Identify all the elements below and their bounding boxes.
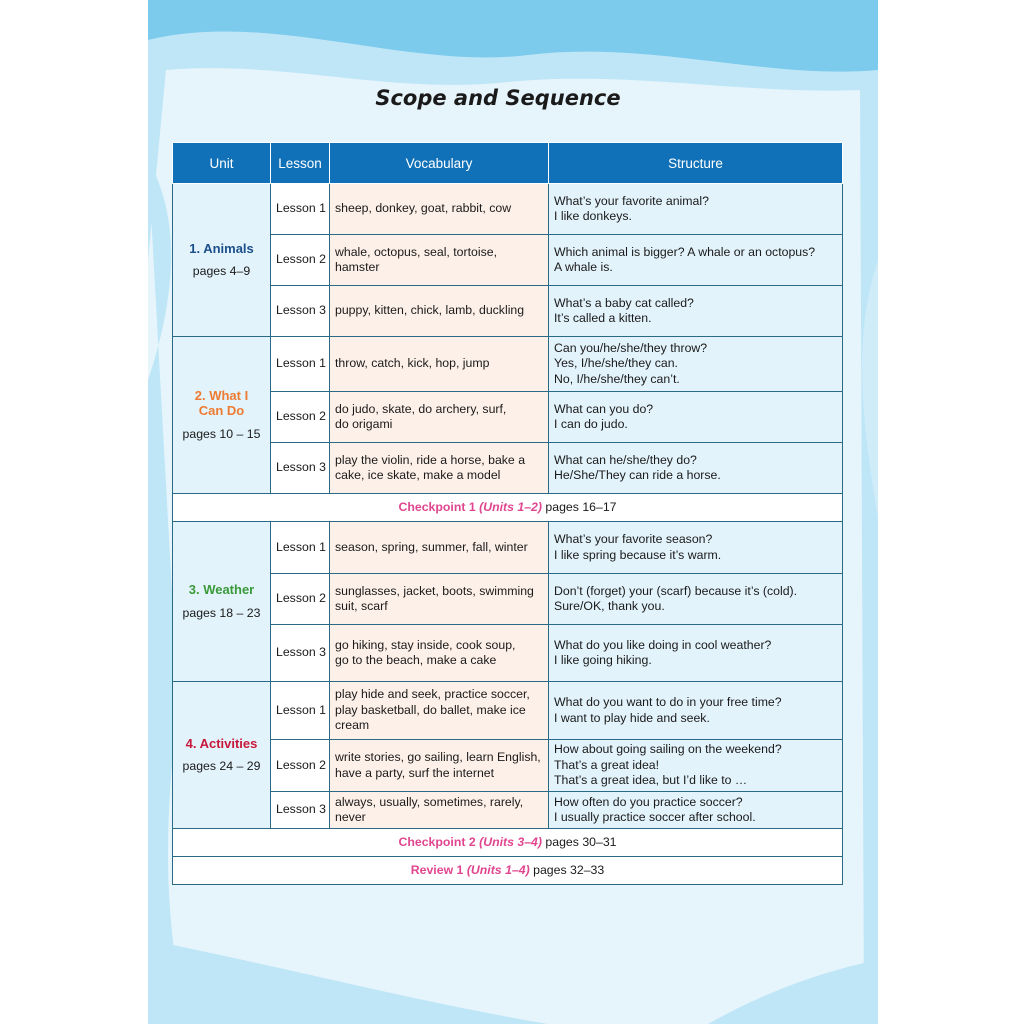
unit-pages: pages 24 – 29 bbox=[182, 759, 261, 773]
vocab-cell: play hide and seek, practice soccer, play basketball, do ballet, make ice cream bbox=[330, 682, 549, 740]
unit-cell bbox=[173, 682, 271, 829]
lesson-label: Lesson 1 bbox=[271, 184, 330, 235]
lesson-label: Lesson 3 bbox=[271, 792, 330, 829]
lesson-label: Lesson 1 bbox=[271, 682, 330, 740]
vocab-cell: throw, catch, kick, hop, jump bbox=[330, 337, 549, 392]
header-lesson: Lesson bbox=[271, 143, 330, 184]
table-row bbox=[173, 792, 843, 829]
vocab-cell: puppy, kitten, chick, lamb, duckling bbox=[330, 286, 549, 337]
page-sheet bbox=[148, 0, 878, 1024]
structure-cell: What’s your favorite season? I like spring because it’s warm. bbox=[549, 522, 843, 574]
structure-cell: Can you/he/she/they throw? Yes, I/he/she/they can. No, I/he/she/they can’t. bbox=[549, 337, 843, 392]
review-pages: pages 32–33 bbox=[533, 862, 605, 877]
checkpoint-row bbox=[173, 829, 843, 857]
structure-cell: What’s your favorite animal? I like donkeys. bbox=[549, 184, 843, 235]
header-structure: Structure bbox=[549, 143, 843, 184]
checkpoint-label: Checkpoint 1 bbox=[398, 499, 476, 514]
checkpoint-cell bbox=[173, 829, 843, 857]
header-row bbox=[173, 143, 843, 184]
lesson-label: Lesson 3 bbox=[271, 625, 330, 682]
unit-pages: pages 10 – 15 bbox=[182, 426, 261, 441]
unit-name: 3. Weather bbox=[188, 582, 255, 597]
structure-cell: How often do you practice soccer? I usually practice soccer after school. bbox=[549, 792, 843, 829]
table-row bbox=[173, 392, 843, 443]
structure-cell: What can you do? I can do judo. bbox=[549, 392, 843, 443]
table-row bbox=[173, 184, 843, 235]
vocab-cell: go hiking, stay inside, cook soup, go to the beach, make a cake bbox=[330, 625, 549, 682]
structure-cell: What do you want to do in your free time? I want to play hide and seek. bbox=[549, 682, 843, 740]
table-row bbox=[173, 574, 843, 625]
vocab-cell: write stories, go sailing, learn English, have a party, surf the internet bbox=[330, 740, 549, 792]
vocab-cell: sheep, donkey, goat, rabbit, cow bbox=[330, 184, 549, 235]
unit-cell bbox=[173, 184, 271, 337]
lesson-label: Lesson 3 bbox=[271, 443, 330, 494]
lesson-label: Lesson 3 bbox=[271, 286, 330, 337]
checkpoint-cell bbox=[173, 494, 843, 522]
page-title: Scope and Sequence bbox=[375, 86, 621, 110]
review-row bbox=[173, 857, 843, 885]
lesson-label: Lesson 2 bbox=[271, 235, 330, 286]
unit-name-line1: 2. What I bbox=[194, 387, 249, 403]
structure-cell: What’s a baby cat called? It’s called a kitten. bbox=[549, 286, 843, 337]
table-row bbox=[173, 682, 843, 740]
checkpoint-row bbox=[173, 494, 843, 522]
vocab-cell: play the violin, ride a horse, bake a cake, ice skate, make a model bbox=[330, 443, 549, 494]
table-row bbox=[173, 235, 843, 286]
review-cell bbox=[173, 857, 843, 885]
header-unit: Unit bbox=[173, 143, 271, 184]
vocab-cell: always, usually, sometimes, rarely, never bbox=[330, 792, 549, 829]
unit-cell bbox=[173, 522, 271, 682]
unit-name: 1. Animals bbox=[189, 240, 254, 256]
vocab-cell: sunglasses, jacket, boots, swimming suit, scarf bbox=[330, 574, 549, 625]
scope-table bbox=[172, 142, 843, 885]
table-row bbox=[173, 522, 843, 574]
checkpoint-pages: pages 16–17 bbox=[545, 499, 617, 514]
lesson-label: Lesson 2 bbox=[271, 574, 330, 625]
vocab-cell: season, spring, summer, fall, winter bbox=[330, 522, 549, 574]
unit-name: 4. Activities bbox=[185, 735, 258, 751]
table-row bbox=[173, 625, 843, 682]
lesson-label: Lesson 2 bbox=[271, 392, 330, 443]
structure-cell: Which animal is bigger? A whale or an octopus? A whale is. bbox=[549, 235, 843, 286]
structure-cell: What do you like doing in cool weather? I like going hiking. bbox=[549, 625, 843, 682]
header-vocabulary: Vocabulary bbox=[330, 143, 549, 184]
structure-cell: Don’t (forget) your (scarf) because it’s (cold). Sure/OK, thank you. bbox=[549, 574, 843, 625]
lesson-label: Lesson 2 bbox=[271, 740, 330, 792]
checkpoint-units: (Units 1–2) bbox=[479, 499, 542, 514]
unit-cell bbox=[173, 337, 271, 494]
checkpoint-label: Checkpoint 2 bbox=[398, 834, 476, 849]
checkpoint-units: (Units 3–4) bbox=[479, 834, 542, 849]
unit-pages: pages 18 – 23 bbox=[182, 605, 261, 620]
lesson-label: Lesson 1 bbox=[271, 337, 330, 392]
vocab-cell: do judo, skate, do archery, surf, do origami bbox=[330, 392, 549, 443]
vocab-cell: whale, octopus, seal, tortoise, hamster bbox=[330, 235, 549, 286]
structure-cell: What can he/she/they do? He/She/They can ride a horse. bbox=[549, 443, 843, 494]
review-label: Review 1 bbox=[410, 862, 464, 877]
table-row bbox=[173, 286, 843, 337]
lesson-label: Lesson 1 bbox=[271, 522, 330, 574]
table-row bbox=[173, 443, 843, 494]
unit-pages: pages 4–9 bbox=[192, 264, 251, 278]
table-row bbox=[173, 337, 843, 392]
checkpoint-pages: pages 30–31 bbox=[545, 834, 617, 849]
unit-name-line2: Can Do bbox=[198, 403, 245, 419]
structure-cell: How about going sailing on the weekend? That’s a great idea! That’s a great idea, but I’d like to … bbox=[549, 740, 843, 792]
table-row bbox=[173, 740, 843, 792]
review-units: (Units 1–4) bbox=[466, 862, 530, 877]
